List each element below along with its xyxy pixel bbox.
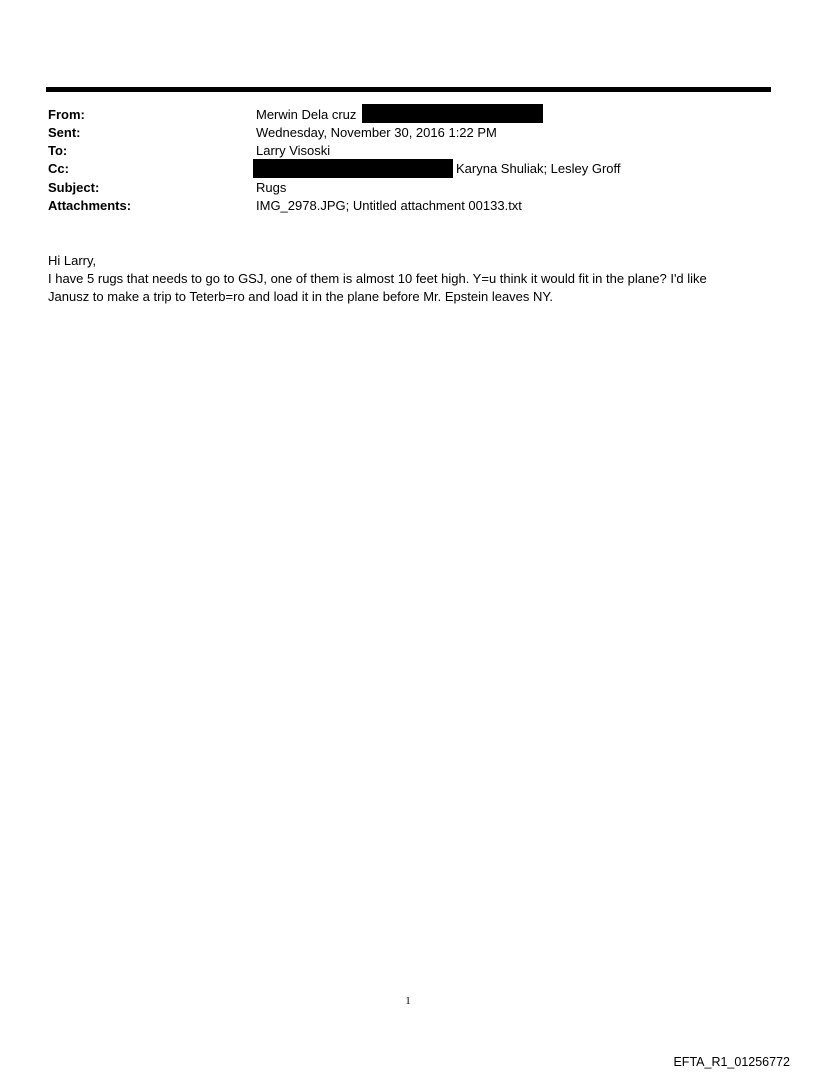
from-row [48, 106, 768, 124]
cc-value [253, 160, 621, 178]
header-divider [46, 87, 771, 92]
subject-label: Subject: [48, 180, 100, 195]
body-greeting: Hi Larry, [48, 253, 97, 268]
subject-value: Rugs [256, 180, 287, 195]
to-row [48, 142, 768, 160]
to-label: To: [48, 143, 68, 158]
subject-row [48, 179, 768, 197]
to-value: Larry Visoski [256, 143, 331, 158]
cc-label: Cc: [48, 161, 69, 176]
sent-row [48, 124, 768, 142]
sent-label: Sent: [48, 125, 81, 140]
document-id: EFTA_R1_01256772 [673, 1055, 790, 1069]
from-label: From: [48, 107, 85, 122]
attachments-row [48, 197, 768, 215]
cc-redaction [253, 159, 453, 178]
attachments-label: Attachments: [48, 198, 132, 213]
sent-value: Wednesday, November 30, 2016 1:22 PM [256, 125, 497, 140]
body-line-2: Janusz to make a trip to Teterb=ro and load it in the plane before Mr. Epstein leaves NY. [48, 289, 554, 304]
page-number: 1 [405, 995, 411, 1007]
from-value [256, 106, 543, 124]
attachments-value: IMG_2978.JPG; Untitled attachment 00133.txt [256, 198, 522, 213]
cc-row [48, 160, 768, 178]
cc-names: Karyna Shuliak; Lesley Groff [456, 161, 621, 176]
email-body [48, 252, 768, 306]
from-name: Merwin Dela cruz [256, 107, 357, 122]
from-email-redaction [362, 104, 543, 123]
body-line-1: I have 5 rugs that needs to go to GSJ, one of them is almost 10 feet high. Y=u think it would fit in the plane? I'd like [48, 271, 707, 286]
